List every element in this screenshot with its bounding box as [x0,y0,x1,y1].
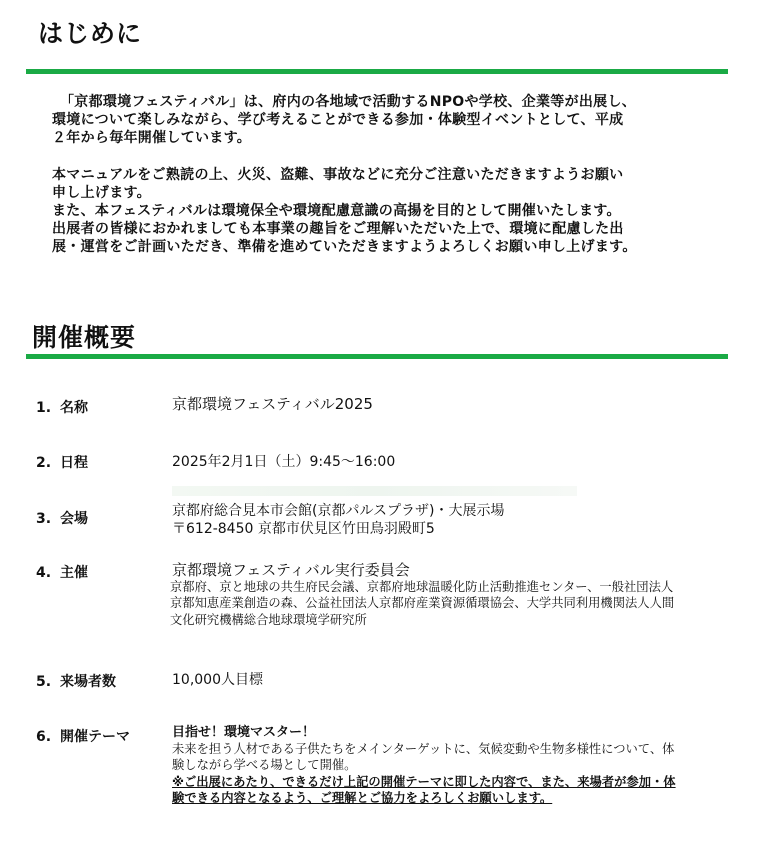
organizer-main: 京都環境フェスティバル実行委員会 [172,561,410,579]
item-value-organizer [172,561,674,628]
item-label-theme: 6. 開催テーマ [36,729,130,745]
section-rule [26,354,728,359]
item-label-name: 1. 名称 [36,400,88,416]
intro-line: 「京都環境フェスティバル」は、府内の各地域で活動するNPOや学校、企業等が出展し、 [60,94,637,110]
intro-line: また、本フェスティバルは環境保全や環境配慮意識の高揚を目的として開催いたします。 [52,203,621,220]
section-title-overview: 開催概要 [32,323,137,352]
intro-line: 展・運営をご計画いただき、準備を進めていただきますようよろしくお願い申し上げます。 [52,239,637,256]
theme-line: 験しながら学べる場として開催。 [172,758,357,773]
theme-line: 未来を担う人材である子供たちをメインターゲットに、気候変動や生物多様性について、体 [172,742,675,756]
theme-note: 験できる内容となるよう、ご理解とご協力をよろしくお願いします。 [172,791,553,806]
organizer-line: 京都知恵産業創造の森、公益社団法人京都府産業資源循環協会、大学共同利用機関法人人間 [170,596,675,611]
intro-line: 出展者の皆様におかれましても本事業の趣旨をご理解いただいた上で、環境に配慮した出 [52,221,624,238]
item-value-date: 2025年2月1日（土）9:45～16:00 [172,454,396,470]
item-value-venue [172,502,505,538]
item-value-theme [172,724,676,807]
item-label-venue: 3. 会場 [36,511,88,527]
intro-line: ２年から毎年開催しています。 [52,130,252,147]
item-label-date: 2. 日程 [36,455,88,471]
intro-line: 申し上げます。 [52,184,151,201]
intro-text [52,93,712,257]
item-label-visitors: 5. 来場者数 [36,674,116,690]
section-title-intro: はじめに [38,19,143,48]
organizer-line: 京都府、京と地球の共生府民会議、京都府地球温暖化防止活動推進センター、一般社団法人 [170,580,674,594]
item-label-organizer: 4. 主催 [36,565,88,581]
item-value-visitors: 10,000人目標 [172,672,263,688]
intro-line: 本マニュアルをご熟読の上、火災、盗難、事故などに充分ご注意いただきますようお願い [52,166,624,183]
theme-note: ※ご出展にあたり、できるだけ上記の開催テーマに即した内容で、また、来場者が参加・体 [172,774,676,789]
section-rule [26,69,728,74]
venue-address: 〒612-8450 京都市伏見区竹田鳥羽殿町5 [172,521,435,537]
organizer-line: 文化研究機構総合地球環境学研究所 [170,612,367,627]
intro-line: 環境について楽しみながら、学び考えることができる参加・体験型イベントとして、平成 [52,112,624,129]
venue-line: 京都府総合見本市会館(京都パルスプラザ)・大展示場 [172,503,505,519]
item-value-name: 京都環境フェスティバル2025 [172,395,373,413]
decorative-band [172,486,577,496]
theme-main: 目指せ！環境マスター！ [172,725,316,740]
